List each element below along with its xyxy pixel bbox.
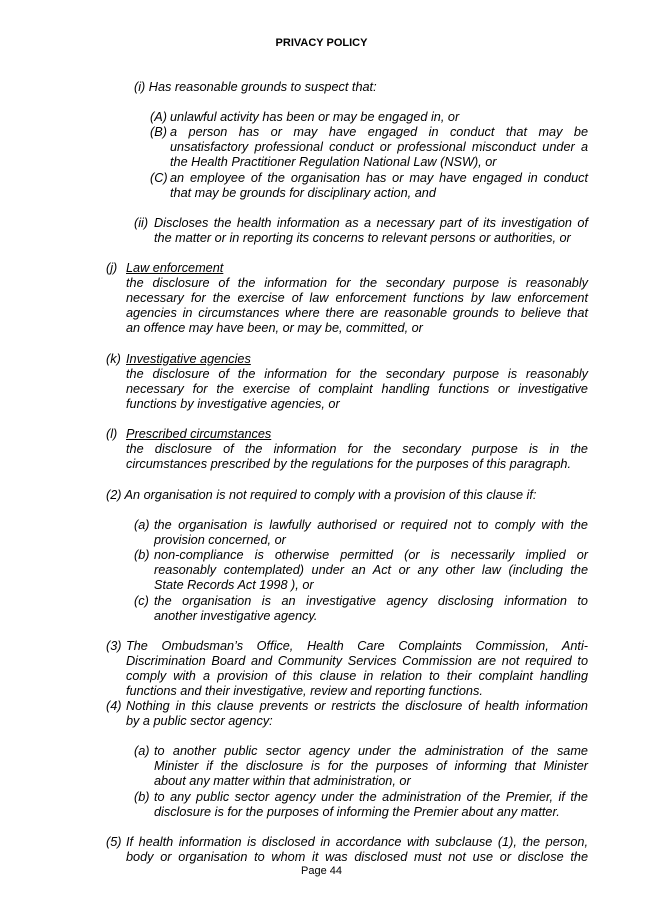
clause-B-label: (B) (150, 125, 167, 139)
subclause-2c-line: the organisation is an investigative agency disclosing information to (154, 594, 588, 608)
clause-C-label: (C) (150, 171, 168, 185)
clause-B-line: the Health Practitioner Regulation National Law (NSW), or (170, 155, 497, 169)
subclause-5-label: (5) (106, 835, 122, 849)
clause-k-line: necessary for the exercise of complaint handling functions or investigative (126, 382, 588, 396)
clause-k-line: the disclosure of the information for the secondary purpose is reasonably (126, 367, 588, 381)
clause-l-line: the disclosure of the information for the secondary purpose is in the (126, 442, 588, 456)
clause-l-line: circumstances prescribed by the regulations for the purposes of this paragraph. (126, 457, 572, 471)
subclause-2c-line: another investigative agency. (154, 609, 318, 623)
clause-j-line: an offence may have been, or may be, committed, or (126, 321, 423, 335)
clause-A-label: (A) (150, 110, 167, 124)
page-number: Page 44 (301, 865, 342, 877)
clause-i-intro: (i) Has reasonable grounds to suspect that: (134, 80, 377, 94)
subclause-3-line: functions and their investigative, review and reporting functions. (126, 684, 483, 698)
clause-k-line: functions by investigative agencies, or (126, 397, 340, 411)
subclause-5-line: body or organisation to whom it was disclosed must not use or disclose the (126, 850, 588, 864)
subclause-2b-line: State Records Act 1998 ), or (154, 578, 314, 592)
subclause-2c-label: (c) (134, 594, 149, 608)
clause-j-label: (j) (106, 261, 118, 275)
clause-ii-line: the matter or in reporting its concerns to relevant persons or authorities, or (154, 231, 571, 245)
clause-C-line: that may be grounds for disciplinary action, and (170, 186, 436, 200)
subclause-4b-line: disclosure is for the purposes of informing the Premier about any matter. (154, 805, 560, 819)
subclause-2b-line: non-compliance is otherwise permitted (or is necessarily implied or (154, 548, 588, 562)
subclause-2a-label: (a) (134, 518, 150, 532)
clause-l-label: (l) (106, 427, 118, 441)
subclause-4-line: Nothing in this clause prevents or restricts the disclosure of health information (126, 699, 588, 713)
subclause-4a-line: about any matter within that administration, or (154, 774, 411, 788)
clause-A-text: unlawful activity has been or may be engaged in, or (170, 110, 460, 124)
subclause-2b-label: (b) (134, 548, 150, 562)
clause-C-line: an employee of the organisation has or may have engaged in conduct (170, 171, 588, 185)
clause-B-line: a person has or may have engaged in conduct that may be (170, 125, 588, 139)
clause-ii-label: (ii) (134, 216, 149, 230)
subclause-2a-line: the organisation is lawfully authorised or required not to comply with the (154, 518, 588, 532)
subclause-4-label: (4) (106, 699, 122, 713)
clause-k-label: (k) (106, 352, 121, 366)
clause-l-heading: Prescribed circumstances (126, 427, 272, 441)
subclause-4-line: by a public sector agency: (126, 714, 273, 728)
clause-j-heading: Law enforcement (126, 261, 224, 275)
subclause-4b-line: to any public sector agency under the administration of the Premier, if the (154, 790, 588, 804)
subclause-3-label: (3) (106, 639, 122, 653)
subclause-3-line: The Ombudsman’s Office, Health Care Complaints Commission, Anti- (126, 639, 588, 653)
subclause-2b-line: reasonably contemplated) under an Act or any other law (including the (154, 563, 588, 577)
clause-B-line: unsatisfactory professional conduct or professional misconduct under a (170, 140, 588, 154)
clause-j-line: agencies in circumstances where there are reasonable grounds to believe that (126, 306, 588, 320)
clause-ii-line: Discloses the health information as a necessary part of its investigation of (154, 216, 588, 230)
page-header: PRIVACY POLICY (275, 37, 368, 49)
subclause-2-text: (2) An organisation is not required to comply with a provision of this clause if: (106, 488, 537, 502)
clause-j-line: necessary for the exercise of law enforcement functions by law enforcement (126, 291, 588, 305)
subclause-3-line: comply with a provision of this clause in relation to their complaint handling (126, 669, 588, 683)
subclause-4b-label: (b) (134, 790, 150, 804)
subclause-2a-line: provision concerned, or (154, 533, 286, 547)
subclause-4a-label: (a) (134, 744, 150, 758)
clause-k-heading: Investigative agencies (126, 352, 251, 366)
clause-j-line: the disclosure of the information for the secondary purpose is reasonably (126, 276, 588, 290)
subclause-4a-line: to another public sector agency under the administration of the same (154, 744, 588, 758)
subclause-3-line: Discrimination Board and Community Services Commission are not required to (126, 654, 588, 668)
subclause-5-line: If health information is disclosed in accordance with subclause (1), the person, (126, 835, 588, 849)
subclause-4a-line: Minister if the disclosure is for the purposes of informing that Minister (154, 759, 588, 773)
